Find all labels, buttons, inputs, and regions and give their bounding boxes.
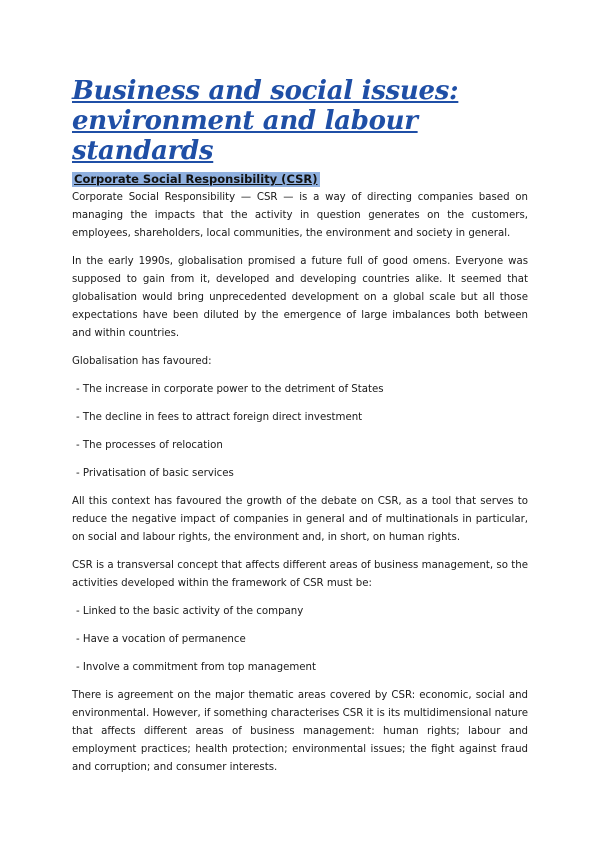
page-title: Business and social issues: environment and labour standards [72, 76, 459, 166]
paragraph-csr-transversal: CSR is a transversal concept that affects different areas of business management, so the activities developed within the framework of CSR must be: [72, 560, 528, 589]
paragraph-csr-debate: All this context has favoured the growth of the debate on CSR, as a tool that serves to reduce the negative impact of companies in general and of multinationals in particular, on social and labour rights, the environment and, in short, on human rights. [72, 496, 528, 543]
list-item: - Privatisation of basic services [72, 465, 528, 483]
list-item: - The increase in corporate power to the detriment of States [72, 381, 528, 399]
list-item: - The decline in fees to attract foreign direct investment [72, 409, 528, 427]
list-item: - Linked to the basic activity of the company [72, 603, 528, 621]
paragraph-csr-definition: Corporate Social Responsibility — CSR — is a way of directing companies based on managing the impacts that the activity in question generates on the customers, employees, shareholders, local communities, the environment and society in general. [72, 192, 528, 239]
list-item: - Involve a commitment from top management [72, 659, 528, 677]
paragraph-csr-areas: There is agreement on the major thematic areas covered by CSR: economic, social and environmental. However, if something characterises CSR it is its multidimensional nature that affects different areas of business management: human rights; labour and employment practices; health protection; environmental issues; the fight against fraud and corruption; and consumer interests. [72, 690, 528, 773]
csr-requirements-list [72, 603, 528, 677]
section-heading: Corporate Social Responsibility (CSR) [74, 172, 318, 186]
list-item: - Have a vocation of permanence [72, 631, 528, 649]
globalisation-list [72, 381, 528, 483]
paragraph-globalisation-favoured: Globalisation has favoured: [72, 356, 212, 367]
list-item: - The processes of relocation [72, 437, 528, 455]
paragraph-globalisation: In the early 1990s, globalisation promised a future full of good omens. Everyone was supposed to gain from it, developed and developing countries alike. It seemed that globalisation would bring unprecedented development on a global scale but all those expectations have been diluted by the emergence of large imbalances both between and within countries. [72, 256, 528, 339]
